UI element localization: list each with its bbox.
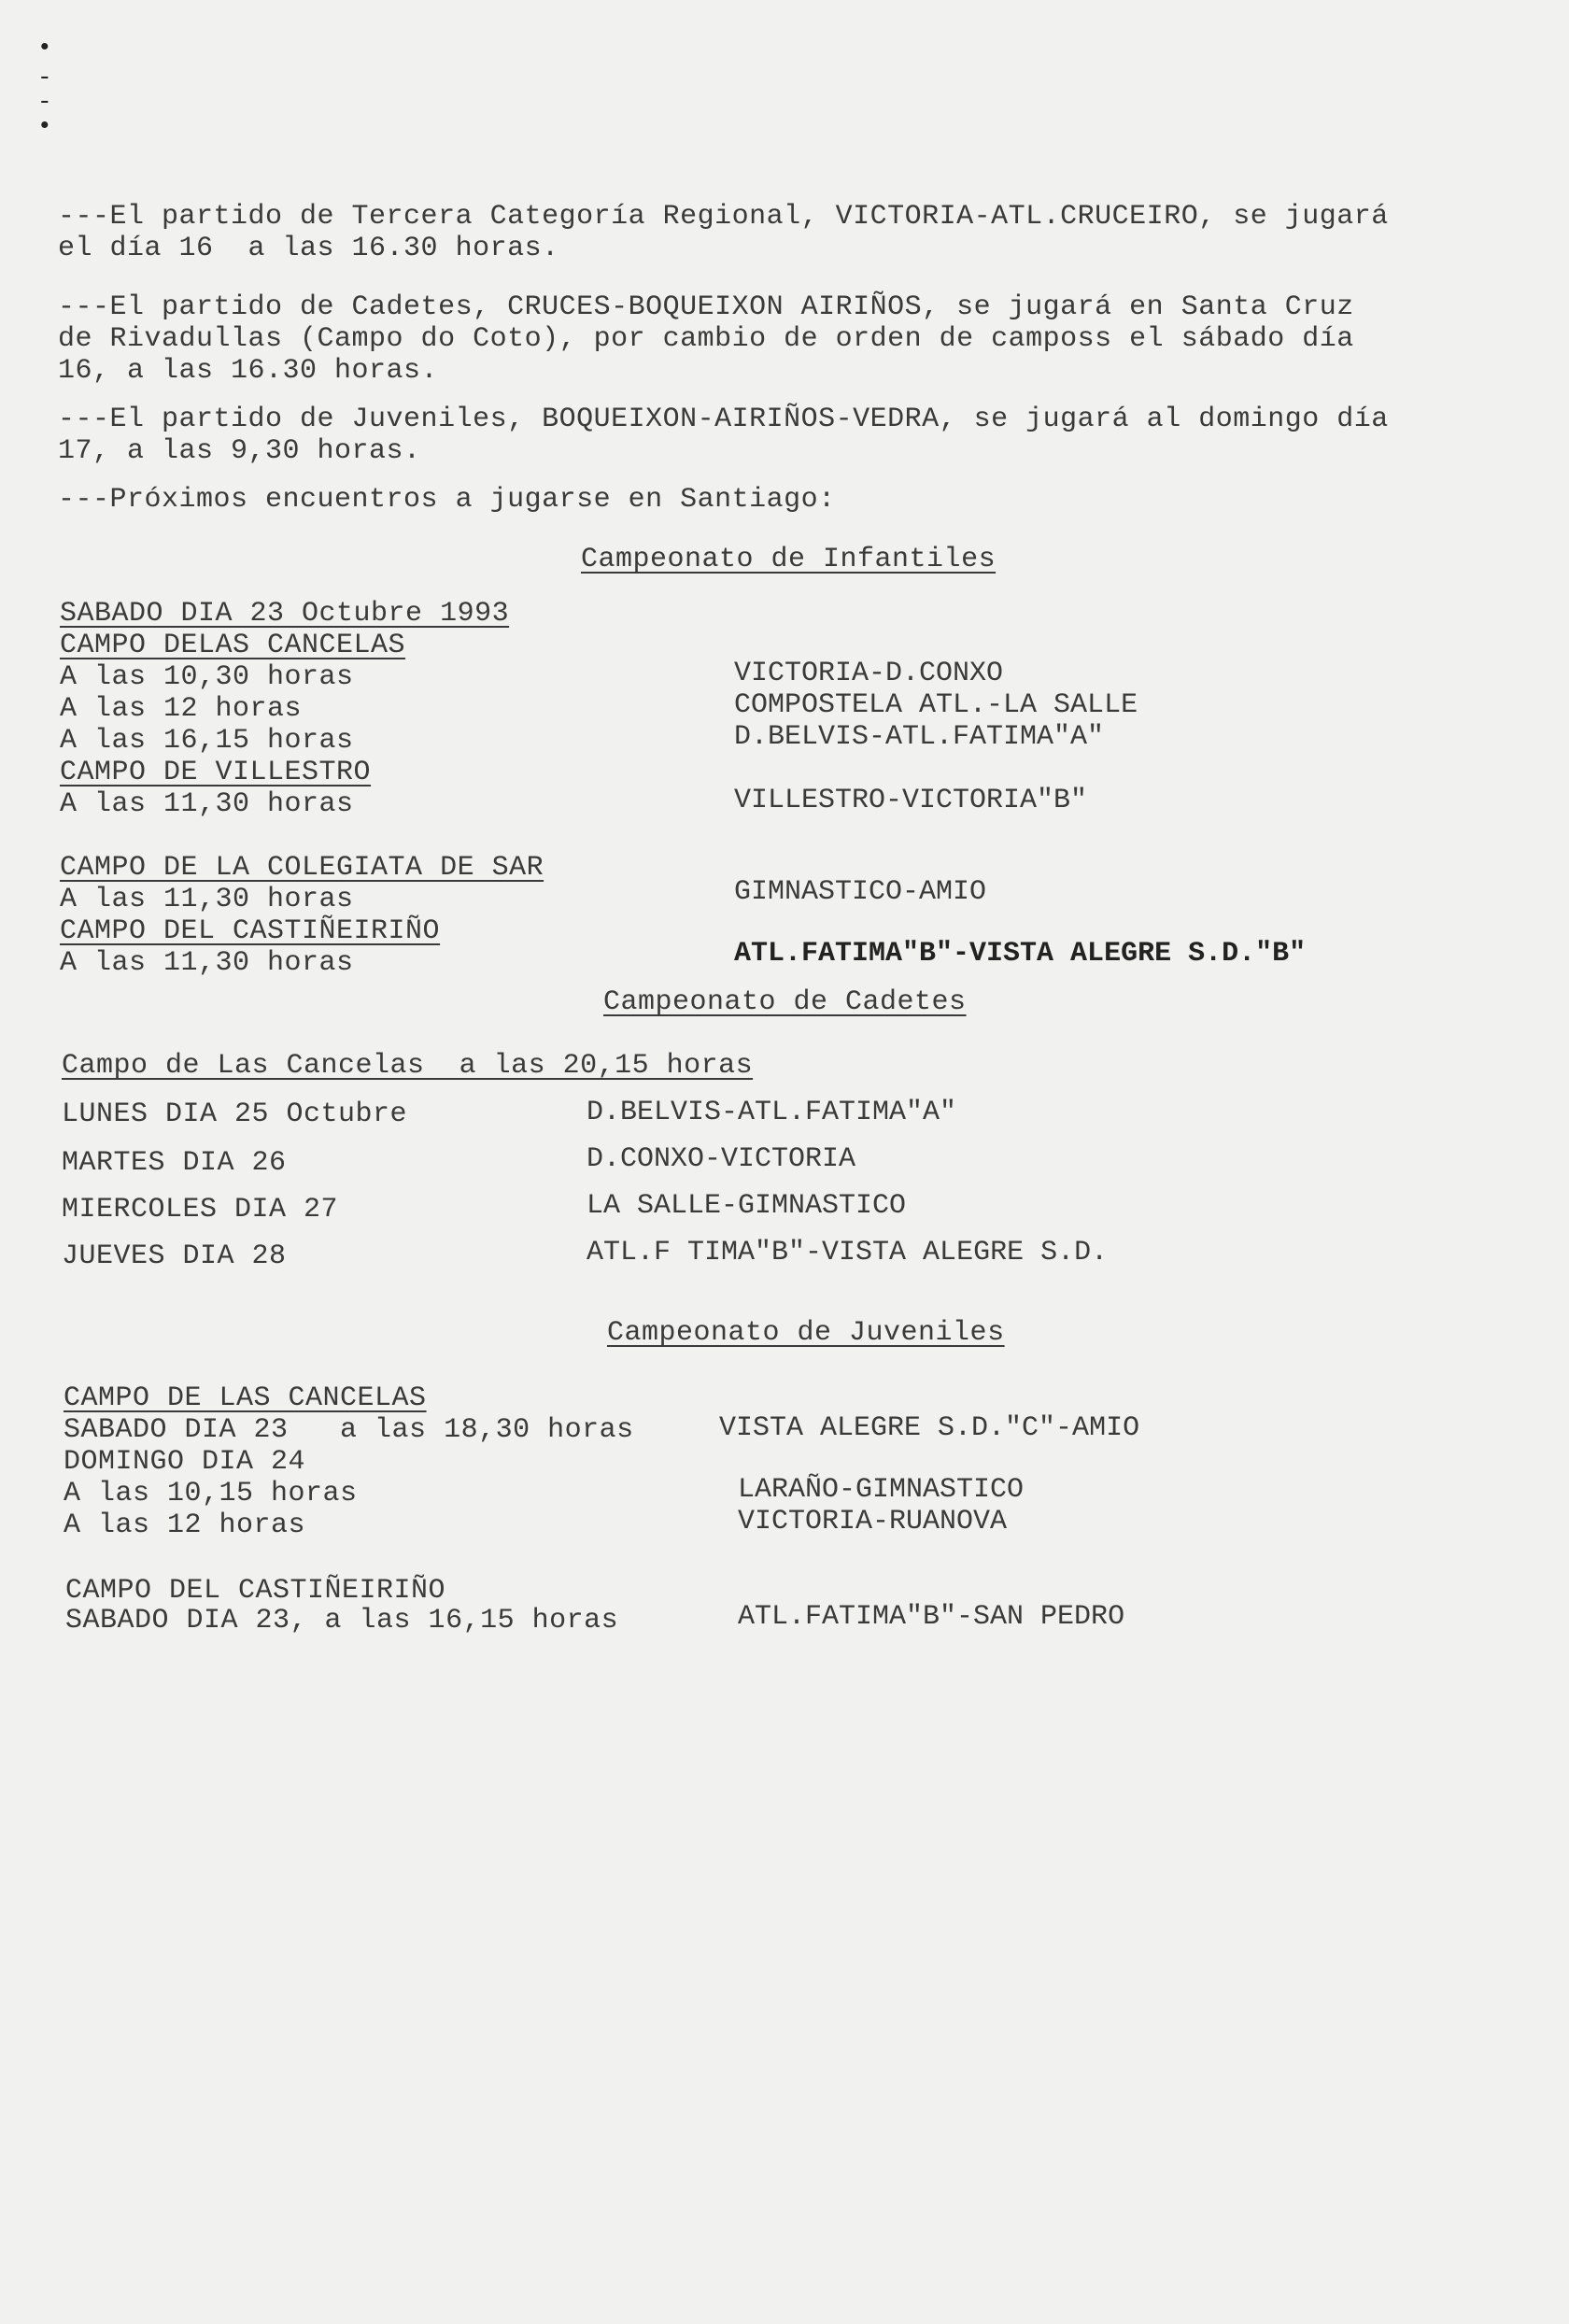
match-fixture: LARAÑO-GIMNASTICO (738, 1474, 1025, 1506)
venue-villestro: CAMPO DE VILLESTRO (60, 757, 372, 788)
intro-line: ---El partido de Cadetes, CRUCES-BOQUEIXON AIRIÑOS, se jugará en Santa Cruz (58, 291, 1354, 323)
match-time: A las 10,15 horas (64, 1478, 358, 1509)
match-fixture: VICTORIA-RUANOVA (738, 1506, 1008, 1538)
match-day: MARTES DIA 26 (62, 1147, 287, 1179)
intro-line: ---Próximos encuentros a jugarse en Santiago: (58, 484, 836, 516)
intro-line: ---El partido de Juveniles, BOQUEIXON-AIRIÑOS-VEDRA, se jugará al domingo día (58, 404, 1389, 435)
match-fixture: VICTORIA-D.CONXO (734, 658, 1004, 689)
match-fixture: LA SALLE-GIMNASTICO (587, 1190, 907, 1222)
venue-castineirino: CAMPO DEL CASTIÑEIRIÑO (60, 915, 441, 947)
match-day: MIERCOLES DIA 27 (62, 1194, 339, 1226)
margin-mark: - (37, 64, 52, 92)
match-fixture: ATL.F TIMA"B"-VISTA ALEGRE S.D. (587, 1237, 1109, 1268)
match-time: A las 12 horas (64, 1509, 306, 1541)
venue-colegiata: CAMPO DE LA COLEGIATA DE SAR (60, 852, 544, 884)
section-title-infantiles: Campeonato de Infantiles (581, 544, 997, 575)
cadetes-venue: Campo de Las Cancelas a las 20,15 horas (62, 1050, 754, 1082)
match-day: DOMINGO DIA 24 (64, 1446, 306, 1478)
match-day: LUNES DIA 25 Octubre (62, 1098, 408, 1130)
intro-line: el día 16 a las 16.30 horas. (58, 233, 559, 264)
match-fixture: D.BELVIS-ATL.FATIMA"A" (734, 721, 1105, 753)
intro-line: 17, a las 9,30 horas. (58, 435, 421, 467)
intro-line: ---El partido de Tercera Categoría Regional, VICTORIA-ATL.CRUCEIRO, se jugará (58, 201, 1389, 233)
intro-line: 16, a las 16.30 horas. (58, 355, 439, 387)
section-title-juveniles: Campeonato de Juveniles (607, 1317, 1005, 1349)
match-fixture: GIMNASTICO-AMIO (734, 876, 987, 908)
match-fixture: D.BELVIS-ATL.FATIMA"A" (587, 1097, 957, 1128)
margin-mark: • (37, 112, 52, 140)
match-time: A las 11,30 horas (60, 947, 354, 979)
match-time: A las 16,15 horas (60, 725, 354, 757)
match-day: JUEVES DIA 28 (62, 1240, 287, 1272)
venue-cancelas: CAMPO DE LAS CANCELAS (64, 1382, 427, 1414)
match-fixture: ATL.FATIMA"B"-SAN PEDRO (738, 1601, 1125, 1633)
margin-mark: • (37, 34, 52, 62)
venue-cancelas: CAMPO DELAS CANCELAS (60, 630, 406, 661)
match-time: A las 11,30 horas (60, 788, 354, 820)
match-fixture: D.CONXO-VICTORIA (587, 1143, 856, 1175)
venue-castineirino: CAMPO DEL CASTIÑEIRIÑO (65, 1575, 446, 1607)
match-time: A las 11,30 horas (60, 884, 354, 915)
match-day: SABADO DIA 23, a las 16,15 horas (65, 1605, 619, 1637)
infantiles-date: SABADO DIA 23 Octubre 1993 (60, 598, 510, 630)
match-fixture: VISTA ALEGRE S.D."C"-AMIO (719, 1412, 1140, 1444)
match-fixture: VILLESTRO-VICTORIA"B" (734, 785, 1088, 816)
match-fixture: ATL.FATIMA"B"-VISTA ALEGRE S.D."B" (734, 938, 1307, 970)
match-fixture: COMPOSTELA ATL.-LA SALLE (734, 689, 1138, 721)
intro-line: de Rivadullas (Campo do Coto), por cambio de orden de camposs el sábado día (58, 323, 1354, 355)
margin-mark: - (37, 88, 52, 116)
match-day: SABADO DIA 23 a las 18,30 horas (64, 1414, 634, 1446)
match-time: A las 10,30 horas (60, 661, 354, 693)
section-title-cadetes: Campeonato de Cadetes (603, 986, 967, 1018)
match-time: A las 12 horas (60, 693, 303, 725)
